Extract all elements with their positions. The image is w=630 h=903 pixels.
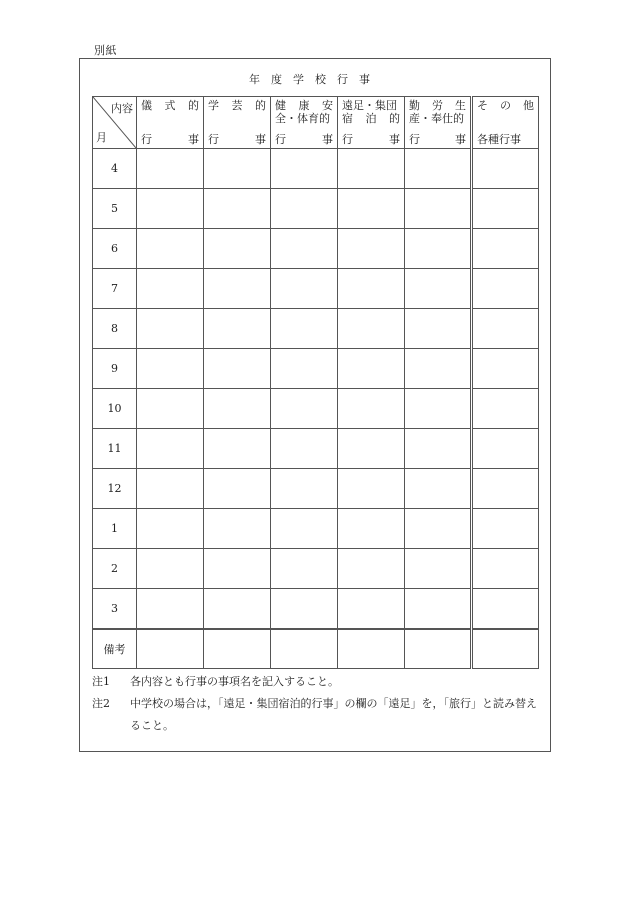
entry-cell[interactable] [338,189,405,229]
header-top [342,99,400,125]
remarks-label: 備考 [93,629,137,669]
header-char: 学 [208,99,219,112]
entry-cell[interactable] [405,389,472,429]
header-bottom [342,133,400,146]
header-char: 事 [255,133,266,146]
entry-cell[interactable] [472,429,539,469]
header-line [342,112,400,125]
schedule-table [92,96,539,669]
entry-cell[interactable] [137,509,204,549]
note-1 [92,671,542,693]
entry-cell[interactable] [472,309,539,349]
entry-cell[interactable] [271,229,338,269]
header-line [275,99,333,112]
entry-cell[interactable] [472,629,539,669]
header-col-4 [338,97,405,149]
entry-cell[interactable] [204,549,271,589]
entry-cell[interactable] [271,269,338,309]
header-line [477,133,534,146]
header-line [275,133,333,146]
entry-cell[interactable] [204,349,271,389]
entry-cell[interactable] [204,269,271,309]
month-label: 3 [93,589,137,630]
header-char: 勤 [409,99,420,112]
month-label: 6 [93,229,137,269]
header-char: 式 [164,99,176,112]
entry-cell[interactable] [137,389,204,429]
month-row [93,469,539,509]
entry-cell[interactable] [271,389,338,429]
header-line [409,99,466,112]
header-char: そ [477,99,488,112]
entry-cell[interactable] [271,589,338,630]
note-text: 中学校の場合は，「遠足・集団宿泊的行事」の欄の「遠足」を，「旅行」と読み替えること。 [130,697,537,732]
entry-cell[interactable] [472,349,539,389]
entry-cell[interactable] [137,589,204,630]
month-row [93,549,539,589]
month-row [93,389,539,429]
header-char: 健 [275,99,286,112]
header-bottom [208,133,266,146]
entry-cell[interactable] [204,629,271,669]
corner-month-label: 月 [96,131,107,144]
entry-cell[interactable] [137,349,204,389]
entry-cell[interactable] [338,349,405,389]
entry-cell[interactable] [204,469,271,509]
entry-cell[interactable] [338,389,405,429]
month-label: 1 [93,509,137,549]
entry-cell[interactable] [271,309,338,349]
entry-cell[interactable] [405,629,472,669]
remarks-row [93,629,539,669]
header-char: 事 [188,133,199,146]
entry-cell[interactable] [405,149,472,189]
entry-cell[interactable] [405,469,472,509]
entry-cell[interactable] [204,509,271,549]
entry-cell[interactable] [472,469,539,509]
header-char: の [500,99,511,112]
entry-cell[interactable] [338,429,405,469]
header-line [208,133,266,146]
entry-cell[interactable] [204,429,271,469]
entry-cell[interactable] [405,429,472,469]
note-number: 注1 [92,675,110,688]
entry-cell[interactable] [137,309,204,349]
header-line [342,99,400,112]
entry-cell[interactable] [271,349,338,389]
entry-cell[interactable] [204,189,271,229]
entry-cell[interactable] [204,589,271,630]
month-label: 2 [93,549,137,589]
note-2 [92,693,542,737]
entry-cell[interactable] [405,549,472,589]
month-label: 12 [93,469,137,509]
entry-cell[interactable] [405,229,472,269]
corner-content-label: 内容 [111,102,133,115]
entry-cell[interactable] [137,269,204,309]
entry-cell[interactable] [271,509,338,549]
entry-cell[interactable] [204,309,271,349]
header-char: 康 [298,99,310,112]
month-row [93,229,539,269]
header-line: 産・奉仕的 [409,112,464,125]
month-row [93,429,539,469]
header-row [93,97,539,149]
header-top [141,99,199,112]
entry-cell[interactable] [472,509,539,549]
header-line [342,133,400,146]
header-top [409,99,466,125]
header-top [477,99,534,112]
header-col-2 [204,97,271,149]
form-title: 年度学校行事 [249,73,381,86]
header-top [275,99,333,125]
header-char: 泊 [365,112,377,125]
entry-cell[interactable] [204,149,271,189]
entry-cell[interactable] [137,469,204,509]
entry-cell[interactable] [338,309,405,349]
header-char: 的 [255,99,266,112]
month-label: 11 [93,429,137,469]
entry-cell[interactable] [137,189,204,229]
entry-cell[interactable] [338,589,405,630]
month-label: 7 [93,269,137,309]
header-char: 各種行事 [477,133,521,146]
entry-cell[interactable] [472,589,539,630]
header-char: 宿 [342,112,353,125]
header-bottom [141,133,199,146]
entry-cell[interactable] [472,189,539,229]
entry-cell[interactable] [338,149,405,189]
header-char: 的 [389,112,400,125]
entry-cell[interactable] [137,149,204,189]
notes [92,671,542,737]
entry-cell[interactable] [472,389,539,429]
entry-cell[interactable] [338,629,405,669]
header-char: 事 [389,133,400,146]
header-char: 芸 [231,99,243,112]
header-col-1 [137,97,204,149]
note-number: 注2 [92,697,110,710]
page-label: 別紙 [94,44,117,57]
header-line [409,133,466,146]
entry-cell[interactable] [338,269,405,309]
form-frame [79,58,551,752]
entry-cell[interactable] [338,469,405,509]
entry-cell[interactable] [271,149,338,189]
entry-cell[interactable] [405,309,472,349]
entry-cell[interactable] [271,429,338,469]
header-char: 行 [141,133,152,146]
header-top [208,99,266,112]
entry-cell[interactable] [472,229,539,269]
header-char: 事 [322,133,333,146]
month-label: 8 [93,309,137,349]
entry-cell[interactable] [472,149,539,189]
entry-cell[interactable] [271,189,338,229]
month-row [93,509,539,549]
entry-cell[interactable] [137,629,204,669]
header-col-6 [472,97,539,149]
entry-cell[interactable] [472,269,539,309]
header-char: 儀 [141,99,152,112]
month-label: 4 [93,149,137,189]
month-row [93,149,539,189]
header-char: 遠足・集団 [342,99,397,112]
header-char: 生 [455,99,466,112]
header-char: 的 [188,99,199,112]
month-row [93,349,539,389]
header-char: 安 [322,99,333,112]
entry-cell[interactable] [204,389,271,429]
entry-cell[interactable] [472,549,539,589]
month-row [93,309,539,349]
entry-cell[interactable] [338,229,405,269]
entry-cell[interactable] [137,229,204,269]
header-char: 他 [523,99,534,112]
entry-cell[interactable] [204,229,271,269]
header-bottom [477,133,534,146]
entry-cell[interactable] [338,509,405,549]
month-label: 10 [93,389,137,429]
month-label: 9 [93,349,137,389]
note-text: 各内容とも行事の事項名を記入すること。 [130,675,339,688]
entry-cell[interactable] [405,269,472,309]
month-row [93,189,539,229]
header-line [141,99,199,112]
header-line [477,99,534,112]
header-line [208,99,266,112]
header-char: 行 [275,133,286,146]
month-row [93,269,539,309]
header-char: 行 [409,133,420,146]
entry-cell[interactable] [405,509,472,549]
entry-cell[interactable] [405,349,472,389]
entry-cell[interactable] [405,189,472,229]
entry-cell[interactable] [405,589,472,630]
entry-cell[interactable] [271,469,338,509]
header-col-5 [405,97,472,149]
month-row [93,589,539,630]
month-label: 5 [93,189,137,229]
entry-cell[interactable] [271,549,338,589]
header-char: 行 [208,133,219,146]
header-char: 行 [342,133,353,146]
header-line: 全・体育的 [275,112,330,125]
header-char: 事 [455,133,466,146]
header-line [141,133,199,146]
header-bottom [409,133,466,146]
entry-cell[interactable] [338,549,405,589]
entry-cell[interactable] [137,549,204,589]
header-bottom [275,133,333,146]
entry-cell[interactable] [137,429,204,469]
header-char: 労 [432,99,443,112]
corner-cell [93,97,137,149]
entry-cell[interactable] [271,629,338,669]
header-col-3 [271,97,338,149]
